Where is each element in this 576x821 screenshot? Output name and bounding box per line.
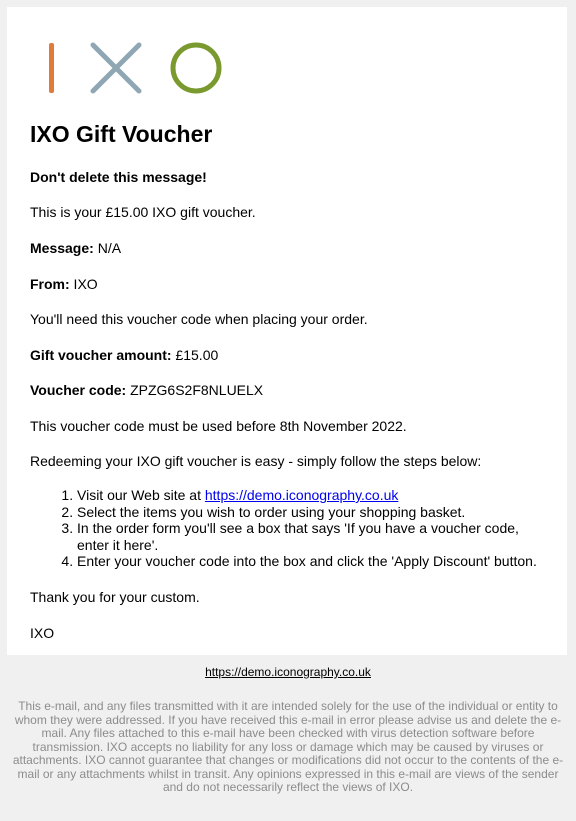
email-title: IXO Gift Voucher [30,121,213,147]
signoff-text: IXO [30,625,55,641]
amount-label: Gift voucher amount: [30,347,172,363]
logo-bar [49,43,54,93]
from-value: IXO [69,276,98,292]
email-body [30,119,550,641]
amount-value: £15.00 [171,347,219,363]
logo-circle [173,45,219,91]
ixo-logo [43,41,225,95]
expiry-text: This voucher code must be used before 8th November 2022. [30,418,407,434]
step-1 [77,487,550,504]
from-line [30,275,98,293]
need-code-text: You'll need this voucher code when placing your order. [30,311,368,327]
from-label: From: [30,276,70,292]
website-link[interactable]: https://demo.iconography.co.uk [204,487,399,503]
email-card [7,7,567,655]
step-1-text: Visit our Web site at [77,487,205,503]
message-label: Message: [30,240,94,256]
footer-link-row [0,664,576,680]
amount-line [30,346,218,364]
code-line [30,381,263,399]
thanks-text: Thank you for your custom. [30,589,200,605]
redeem-steps [30,487,550,570]
disclaimer-text: This e-mail, and any files transmitted with it are intended solely for the use of the individual or entity to whom they were addressed. If you have received this e-mail in error please advise us and delete the e-mail. Any files attached to this e-mail have been checked with virus detection software before transmission. IXO accepts no liability for any loss or damage which may be caused by viruses or attachments. IXO cannot guarantee that changes or modifications did not occur to the contents of the e-mail or any attachments whilst in transit. Any opinions expressed in this e-mail are views of the sender and do not necessarily reflect the views of IXO. [12,699,564,794]
step-4: 4. Enter your voucher code into the box and click the 'Apply Discount' button. [77,553,550,570]
message-value: N/A [93,240,122,256]
intro-text: This is your £15.00 IXO gift voucher. [30,204,256,220]
message-line [30,239,121,257]
voucher-code: ZPZG6S2F8NLUELX [126,382,264,398]
step-2: 2. Select the items you wish to order using your shopping basket. [77,504,550,521]
footer-website-link[interactable]: https://demo.iconography.co.uk [205,665,371,679]
code-label: Voucher code: [30,382,127,398]
redeem-intro: Redeeming your IXO gift voucher is easy - simply follow the steps below: [30,453,482,469]
warning-text: Don't delete this message! [30,169,207,185]
step-3: 3. In the order form you'll see a box that says 'If you have a voucher code, enter it here'. [77,520,550,553]
